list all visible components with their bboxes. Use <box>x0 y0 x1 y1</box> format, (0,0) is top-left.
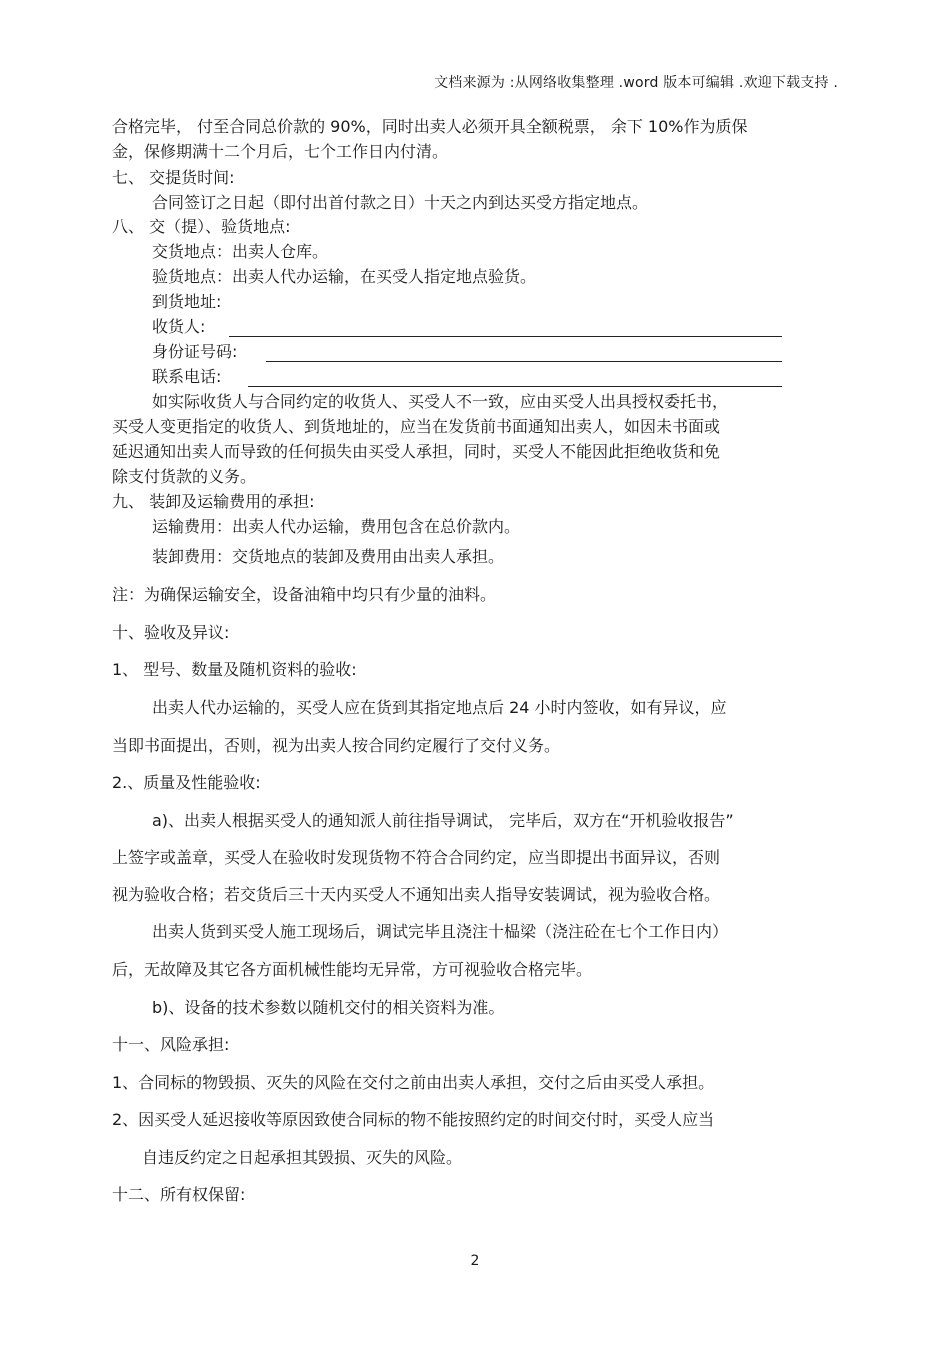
field-label-address: 到货地址: <box>152 292 222 311</box>
section-heading: 十、验收及异议: <box>112 623 230 642</box>
text-line: 后，无故障及其它各方面机械性能均无异常，方可视验收合格完毕。 <box>112 960 593 979</box>
field-label-id-number: 身份证号码: <box>152 342 238 361</box>
phone-blank-line <box>248 386 782 387</box>
text-line: b)、设备的技术参数以随机交付的相关资料为准。 <box>152 998 505 1017</box>
id-number-blank-line <box>266 361 782 362</box>
text-line: 验货地点：出卖人代办运输，在买受人指定地点验货。 <box>152 267 537 286</box>
text-line: 金，保修期满十二个月后，七个工作日内付清。 <box>112 142 449 161</box>
page-number: 2 <box>470 1253 480 1269</box>
text-line: 延迟通知出卖人而导致的任何损失由买受人承担，同时，买受人不能因此拒绝收货和免 <box>112 442 721 461</box>
note-line: 注：为确保运输安全，设备油箱中均只有少量的油料。 <box>112 585 497 604</box>
field-label-receiver: 收货人: <box>152 317 206 336</box>
section-heading: 十一、风险承担: <box>112 1035 230 1054</box>
section-heading: 七、 交提货时间: <box>112 168 235 187</box>
receiver-blank-line <box>229 336 782 337</box>
section-heading: 八、 交（提）、验货地点: <box>112 217 291 236</box>
text-line: 视为验收合格；若交货后三十天内买受人不通知出卖人指导安装调试，视为验收合格。 <box>112 885 721 904</box>
text-line: 买受人变更指定的收货人、到货地址的，应当在发货前书面通知出卖人，如因未书面或 <box>112 417 721 436</box>
text-line: 当即书面提出，否则，视为出卖人按合同约定履行了交付义务。 <box>112 736 561 755</box>
text-line: 上签字或盖章，买受人在验收时发现货物不符合合同约定，应当即提出书面异议，否则 <box>112 848 721 867</box>
subsection-heading: 2.、质量及性能验收: <box>112 773 261 792</box>
text-line: 2、因买受人延迟接收等原因致使合同标的物不能按照约定的时间交付时，买受人应当 <box>112 1110 715 1129</box>
text-line: 装卸费用：交货地点的装卸及费用由出卖人承担。 <box>152 547 505 566</box>
section-heading: 九、 装卸及运输费用的承担: <box>112 492 315 511</box>
section-heading: 十二、所有权保留: <box>112 1185 246 1204</box>
field-label-phone: 联系电话: <box>152 367 222 386</box>
text-line: 合格完毕， 付至合同总价款的 90%，同时出卖人必须开具全额税票， 余下 10%作为质保 <box>112 117 748 136</box>
text-line: 自违反约定之日起承担其毁损、灭失的风险。 <box>142 1148 463 1167</box>
text-line: 1、合同标的物毁损、灭失的风险在交付之前由出卖人承担，交付之后由买受人承担。 <box>112 1073 715 1092</box>
text-line: 交货地点：出卖人仓库。 <box>152 242 329 261</box>
text-line: 出卖人代办运输的，买受人应在货到其指定地点后 24 小时内签收，如有异议，应 <box>152 698 727 717</box>
text-line: 合同签订之日起（即付出首付款之日）十天之内到达买受方指定地点。 <box>152 193 649 212</box>
text-line: 除支付货款的义务。 <box>112 467 257 486</box>
text-line: 出卖人货到买受人施工现场后，调试完毕且浇注十榀梁（浇注砼在七个工作日内） <box>152 922 729 941</box>
text-line: 如实际收货人与合同约定的收货人、买受人不一致，应由买受人出具授权委托书， <box>152 392 729 411</box>
text-line: a)、出卖人根据买受人的通知派人前往指导调试， 完毕后，双方在“开机验收报告” <box>152 811 734 830</box>
text-line: 运输费用：出卖人代办运输，费用包含在总价款内。 <box>152 517 521 536</box>
subsection-heading: 1、 型号、数量及随机资料的验收: <box>112 660 357 679</box>
header-source-note: 文档来源为 :从网络收集整理 .word 版本可编辑 .欢迎下载支持 . <box>434 75 838 91</box>
